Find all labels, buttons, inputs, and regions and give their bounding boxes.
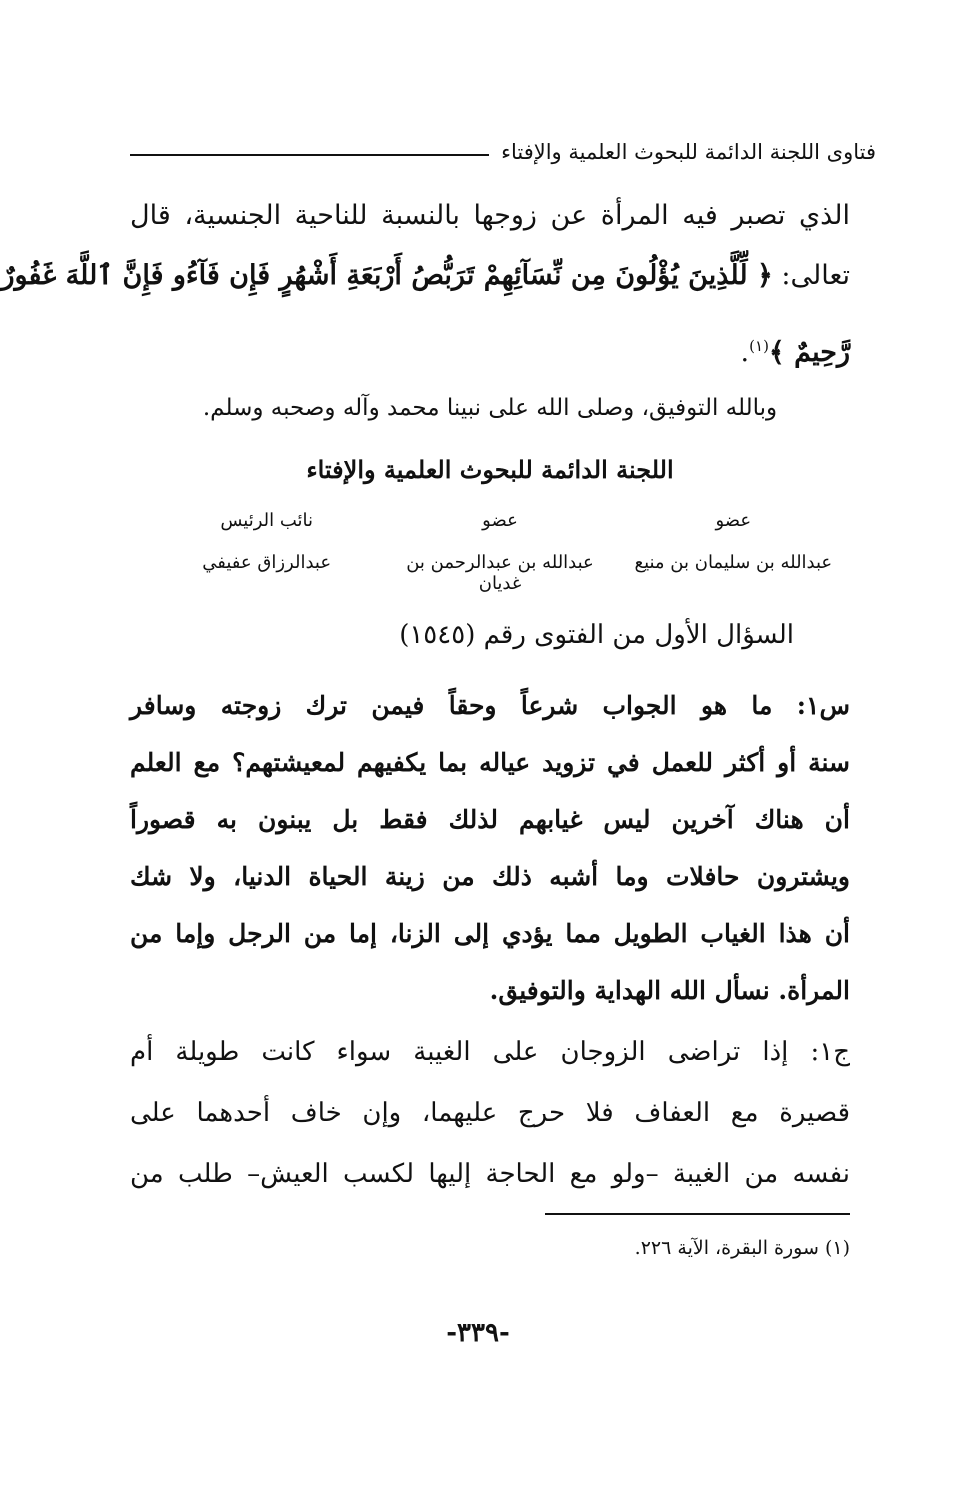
intro-line-3 xyxy=(130,306,850,393)
answer-line-3: نفسه من الغيبة –ولو مع الحاجة إليها لكسب العيش– طلب من xyxy=(130,1159,850,1189)
signatory-role-2: عضو xyxy=(482,510,518,531)
page-number: -٣٣٩- xyxy=(446,1318,510,1348)
signatory-name-1: عبدالله بن سليمان بن منيع xyxy=(634,552,833,573)
signatory-name-3: عبدالرزاق عفيفي xyxy=(202,552,332,573)
signatory-roles xyxy=(150,510,850,531)
header-title: فتاوى اللجنة الدائمة للبحوث العلمية والإفتاء xyxy=(501,140,876,164)
signatory-name-2: عبدالله بن عبدالرحمن بن غديان xyxy=(406,552,594,594)
closing-line: وبالله التوفيق، وصلى الله على نبينا محمد وآله وصحبه وسلم. xyxy=(202,395,778,421)
intro-line-2 xyxy=(1,246,850,306)
answer-line-2: قصيرة مع العفاف فلا حرج عليهما، وإن خاف أحدهما على xyxy=(130,1098,850,1128)
header-rule xyxy=(130,154,489,156)
committee-title: اللجنة الدائمة للبحوث العلمية والإفتاء xyxy=(306,455,674,484)
end-mark: . xyxy=(740,337,750,368)
question-line-5: أن هذا الغياب الطويل مما يؤدي إلى الزنا، إما من الرجل وإما من xyxy=(130,919,850,948)
signatory-role-1: عضو xyxy=(715,510,752,531)
intro-paragraph xyxy=(1,186,850,306)
footnote: (١) سورة البقرة، الآية ٢٢٦. xyxy=(634,1237,850,1259)
question-line-6: المرأة. نسأل الله الهداية والتوفيق. xyxy=(489,976,850,1005)
footnote-rule xyxy=(545,1213,850,1215)
quran-verse-part-1: ﴿ لِّلَّذِينَ يُؤْلُونَ مِن نِّسَآئِهِمْ تَرَبُّصُ أَرْبَعَةِ أَشْهُرٍ فَإِن فَآءُو فَإِنَّ ٱللَّهَ غَفُورٌ xyxy=(1,260,773,291)
fatwa-heading: السؤال الأول من الفتوى رقم (١٥٤٥) xyxy=(399,620,794,650)
question-paragraph xyxy=(130,677,850,962)
answer-paragraph xyxy=(130,1022,850,1205)
question-line-4: ويشترون حافلات وما أشبه ذلك من زينة الحياة الدنيا، ولا شك xyxy=(130,862,850,891)
signatory-names xyxy=(150,552,850,594)
question-line-1: س١: ما هو الجواب شرعاً وحقاً فيمن ترك زوجته وسافر xyxy=(130,691,850,720)
quran-verse-part-2: رَّحِيمٌ ﴾ xyxy=(768,337,850,368)
footnote-marker: (١) xyxy=(749,337,769,355)
intro-line-1: الذي تصبر فيه المرأة عن زوجها بالنسبة للناحية الجنسية، قال xyxy=(130,200,850,231)
answer-line-1: ج١: إذا تراضى الزوجان على الغيبة سواء كانت طويلة أم xyxy=(130,1037,850,1067)
question-paragraph-end xyxy=(130,962,850,1019)
intro-paragraph-end xyxy=(130,306,850,393)
running-header xyxy=(130,132,876,172)
signatory-role-3: نائب الرئيس xyxy=(220,510,314,531)
question-line-3: أن هناك آخرين ليس غيابهم لذلك فقط بل يبنون به قصوراً xyxy=(130,805,850,834)
intro-prefix: تعالى: xyxy=(781,260,850,291)
question-line-2: سنة أو أكثر للعمل في تزويد عياله بما يكفيهم لمعيشتهم؟ مع العلم xyxy=(130,748,850,777)
